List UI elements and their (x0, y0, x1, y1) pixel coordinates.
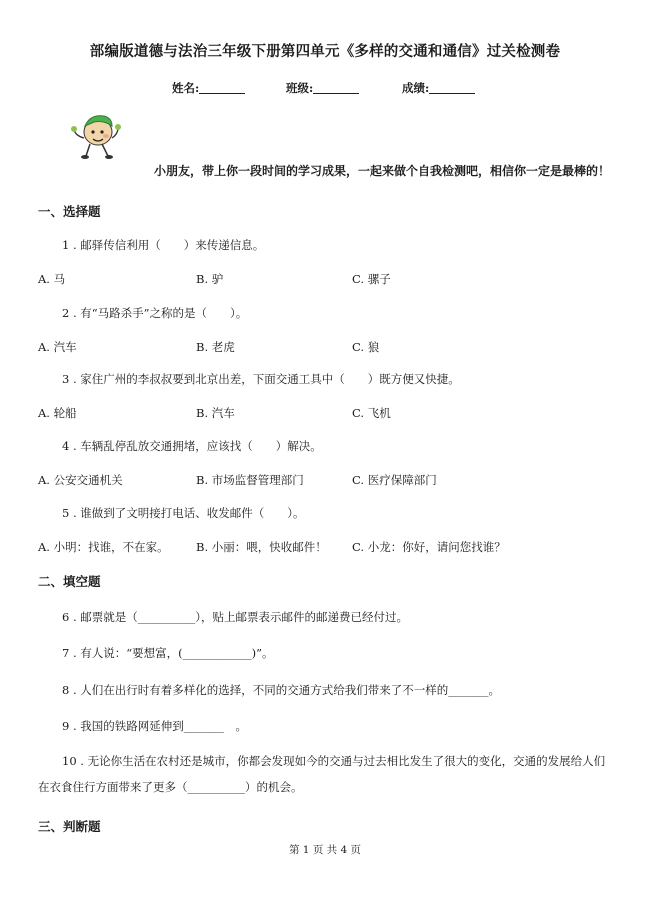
score-label: 成绩: (402, 81, 430, 95)
q2-option-a[interactable]: A. 汽车 (38, 340, 77, 354)
q1-option-c[interactable]: C. 骡子 (352, 272, 391, 286)
q4-option-c[interactable]: C. 医疗保障部门 (352, 473, 437, 487)
q4-option-a[interactable]: A. 公安交通机关 (38, 473, 123, 487)
section-fill-heading: 二、填空题 (38, 574, 101, 589)
question-8: 8 . 人们在出行时有着多样化的选择，不同的交通方式给我们带来了不一样的_______。 (62, 683, 501, 697)
score-field[interactable] (402, 80, 475, 96)
q2-option-b[interactable]: B. 老虎 (196, 340, 235, 354)
q3-option-c[interactable]: C. 飞机 (352, 406, 391, 420)
class-label: 班级: (286, 81, 314, 95)
page-title: 部编版道德与法治三年级下册第四单元《多样的交通和通信》过关检测卷 (89, 44, 561, 60)
score-blank[interactable] (429, 81, 475, 94)
question-1-stem: 1 . 邮驿传信利用（ ）来传递信息。 (62, 238, 265, 252)
name-label: 姓名: (172, 81, 200, 95)
q3-option-a[interactable]: A. 轮船 (38, 406, 77, 420)
class-field[interactable] (286, 80, 359, 96)
q5-option-c[interactable]: C. 小龙：你好，请问您找谁？ (352, 540, 506, 554)
question-3-stem: 3 . 家住广州的李叔叔要到北京出差，下面交通工具中（ ）既方便又快捷。 (62, 372, 460, 386)
question-10: 10 . 无论你生活在农村还是城市，你都会发现如今的交通与过去相比发生了很大的变化，交通的发展给人们在衣食住行方面带来了更多（__________）的机会。 (38, 754, 606, 794)
cartoon-mascot-icon (68, 108, 124, 164)
q4-option-b[interactable]: B. 市场监督管理部门 (196, 473, 304, 487)
question-9: 9 . 我国的铁路网延伸到_______ 。 (62, 719, 248, 733)
q5-option-a[interactable]: A. 小明：找谁，不在家。 (38, 540, 169, 554)
question-6: 6 . 邮票就是（__________），贴上邮票表示邮件的邮递费已经付过。 (62, 610, 409, 624)
q2-option-c[interactable]: C. 狼 (352, 340, 380, 354)
question-7: 7 . 有人说：“要想富，(____________)”。 (62, 646, 274, 660)
page-footer: 第 1 页 共 4 页 (288, 844, 362, 856)
section-judge-heading: 三、判断题 (38, 819, 101, 834)
question-4-stem: 4 . 车辆乱停乱放交通拥堵，应该找（ ）解决。 (62, 439, 322, 453)
name-field[interactable] (172, 80, 245, 96)
question-5-stem: 5 . 谁做到了文明接打电话、收发邮件（ ）。 (62, 506, 305, 520)
q5-option-b[interactable]: B. 小丽：喂，快收邮件！ (196, 540, 327, 554)
q1-option-a[interactable]: A. 马 (38, 272, 66, 286)
q3-option-b[interactable]: B. 汽车 (196, 406, 235, 420)
name-blank[interactable] (199, 81, 245, 94)
question-2-stem: 2 . 有“马路杀手”之称的是（ ）。 (62, 306, 248, 320)
class-blank[interactable] (313, 81, 359, 94)
greeting-text: 小朋友，带上你一段时间的学习成果，一起来做个自我检测吧，相信你一定是最棒的！ (153, 164, 610, 178)
q1-option-b[interactable]: B. 驴 (196, 272, 224, 286)
section-choice-heading: 一、选择题 (38, 204, 101, 219)
